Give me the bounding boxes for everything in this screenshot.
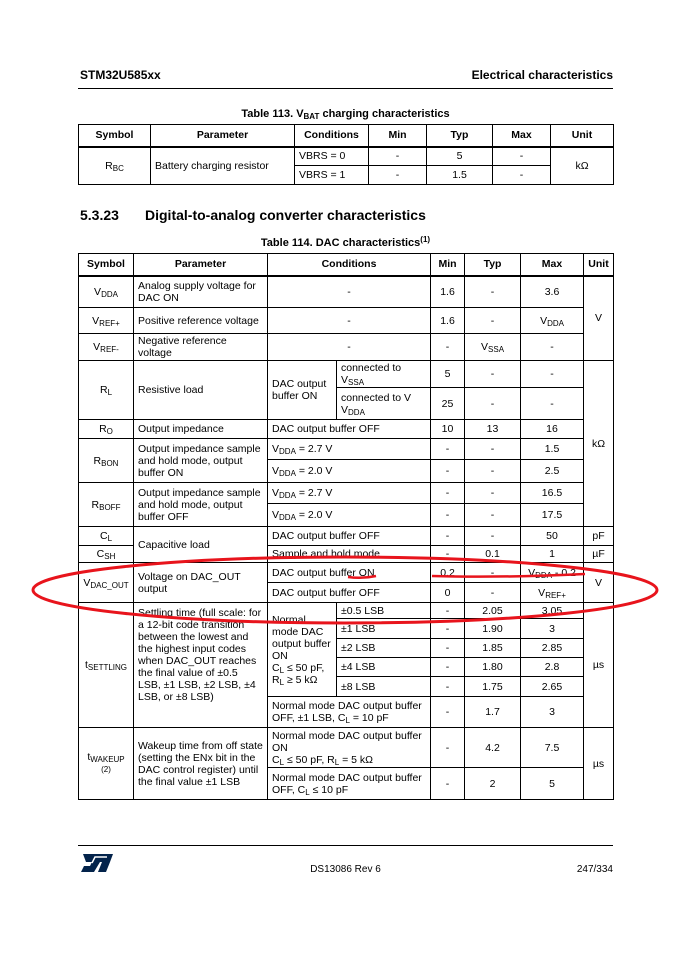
min-cell: - (431, 504, 465, 527)
th-symbol: Symbol (79, 254, 134, 276)
condition-cell: Sample and hold mode (268, 546, 431, 563)
unit-cell: V (584, 276, 614, 361)
typ-cell: - (465, 563, 521, 583)
symbol-cell: $t_{SETTLING}$ (79, 603, 134, 728)
footer-rule (78, 845, 613, 846)
table-header-row (79, 254, 614, 276)
th-symbol: Symbol (79, 125, 151, 147)
min-cell: - (431, 546, 465, 563)
max-cell: 3 (521, 697, 584, 728)
typ-cell: 1.75 (465, 677, 521, 697)
condition-cell: DAC output buffer OFF (268, 583, 431, 603)
min-cell: - (369, 147, 427, 166)
max-cell: $V_{DDA}$ (521, 308, 584, 334)
typ-cell: 0.1 (465, 546, 521, 563)
condition-cell: VBRS = 1 (295, 166, 369, 185)
symbol-cell: $R_O$ (79, 420, 134, 439)
table-row (79, 334, 614, 361)
min-cell: - (431, 527, 465, 546)
parameter-cell: Capacitive load (134, 527, 268, 563)
th-unit: Unit (584, 254, 614, 276)
table-row (79, 728, 614, 768)
table-113-caption: Table 113. $V_{BAT}$ charging characteristics (241, 108, 450, 121)
max-cell: - (521, 388, 584, 420)
max-cell: 2.8 (521, 658, 584, 677)
symbol-cell: $V_{DDA}$ (79, 276, 134, 308)
th-min: Min (369, 125, 427, 147)
min-cell: - (369, 166, 427, 185)
min-cell: 1.6 (431, 308, 465, 334)
typ-cell: - (465, 483, 521, 504)
min-cell: - (431, 439, 465, 460)
parameter-cell: Analog supply voltage for DAC ON (134, 276, 268, 308)
typ-cell: 5 (427, 147, 493, 166)
typ-cell: 1.5 (427, 166, 493, 185)
min-cell: - (431, 619, 465, 639)
min-cell: - (431, 658, 465, 677)
parameter-cell: Voltage on DAC_OUT output (134, 563, 268, 603)
max-cell: - (521, 334, 584, 361)
section-title: Digital-to-analog converter characteristics (145, 207, 426, 223)
unit-cell: pF (584, 527, 614, 546)
page-number: 247/334 (576, 864, 613, 875)
condition-cell: - (268, 308, 431, 334)
max-cell: 1.5 (521, 439, 584, 460)
max-cell: 50 (521, 527, 584, 546)
symbol-cell: $V_{DAC\_OUT}$ (79, 563, 134, 603)
condition-cell: DAC output buffer ON (268, 563, 431, 583)
section-number: 5.3.23 (80, 207, 119, 223)
table-header-row (79, 125, 614, 147)
min-cell: - (431, 728, 465, 768)
max-cell: 2.65 (521, 677, 584, 697)
min-cell: - (431, 639, 465, 658)
condition-cell: - (268, 334, 431, 361)
condition-cell: Normal mode DAC output buffer OFF, ±1 LSB, $C_L = 10$ pF (268, 697, 431, 728)
condition-cell: DAC output buffer ON (268, 361, 337, 420)
table-row (79, 276, 614, 308)
max-cell: $V_{REF+}$ (521, 583, 584, 603)
table-row (79, 603, 614, 619)
th-conditions: Conditions (268, 254, 431, 276)
min-cell: - (431, 460, 465, 483)
th-min: Min (431, 254, 465, 276)
typ-cell: 1.85 (465, 639, 521, 658)
symbol-cell: $C_{SH}$ (79, 546, 134, 563)
condition-cell: VBRS = 0 (295, 147, 369, 166)
th-conditions: Conditions (295, 125, 369, 147)
section-header: Electrical characteristics (471, 68, 613, 82)
subcondition-cell: ±0.5 LSB (337, 603, 431, 619)
table-row (79, 483, 614, 504)
typ-cell: 1.80 (465, 658, 521, 677)
subcondition-cell: ±2 LSB (337, 639, 431, 658)
subcondition-cell: connected to $V_{SSA}$ (337, 361, 431, 388)
condition-cell: Normal mode DAC output buffer ON $C_L \le 50$ pF, $R_L = 5$ kΩ (268, 728, 431, 768)
symbol-cell: $R_{BC}$ (79, 147, 151, 185)
symbol-cell: $t_{WAKEUP}$ (2) (79, 728, 134, 800)
table-row (79, 527, 614, 546)
typ-cell: - (465, 504, 521, 527)
unit-cell: kΩ (584, 361, 614, 527)
condition-cell: $V_{DDA} = 2.0$ V (268, 504, 431, 527)
min-cell: 5 (431, 361, 465, 388)
section-heading (80, 207, 426, 223)
max-cell: 5 (521, 768, 584, 800)
parameter-cell: Output impedance sample and hold mode, output buffer ON (134, 439, 268, 483)
table-113 (78, 124, 614, 185)
parameter-cell: Positive reference voltage (134, 308, 268, 334)
condition-cell: Normal mode DAC output buffer OFF, $C_L \le 10$ pF (268, 768, 431, 800)
min-cell: 25 (431, 388, 465, 420)
parameter-cell: Resistive load (134, 361, 268, 420)
condition-cell: - (268, 276, 431, 308)
max-cell: 2.85 (521, 639, 584, 658)
typ-cell: 13 (465, 420, 521, 439)
parameter-cell: Output impedance (134, 420, 268, 439)
subcondition-cell: connected to V $V_{DDA}$ (337, 388, 431, 420)
th-parameter: Parameter (134, 254, 268, 276)
table-row (79, 308, 614, 334)
table-row (79, 563, 614, 583)
parameter-cell: Output impedance sample and hold mode, output buffer OFF (134, 483, 268, 527)
doc-revision: DS13086 Rev 6 (310, 864, 381, 875)
condition-cell: DAC output buffer OFF (268, 527, 431, 546)
subcondition-cell: ±4 LSB (337, 658, 431, 677)
typ-cell: - (465, 460, 521, 483)
min-cell: 1.6 (431, 276, 465, 308)
max-cell: 17.5 (521, 504, 584, 527)
symbol-cell: $R_{BON}$ (79, 439, 134, 483)
typ-cell: - (465, 527, 521, 546)
max-cell: 7.5 (521, 728, 584, 768)
symbol-cell: $V_{REF+}$ (79, 308, 134, 334)
th-parameter: Parameter (151, 125, 295, 147)
typ-cell: 4.2 (465, 728, 521, 768)
max-cell: 16.5 (521, 483, 584, 504)
max-cell: 3.05 (521, 603, 584, 619)
max-cell: $V_{DDA} - 0.2$ (521, 563, 584, 583)
condition-cell: $V_{DDA} = 2.7$ V (268, 483, 431, 504)
parameter-cell: Wakeup time from off state (setting the ENx bit in the DAC control register) until the final value ±1 LSB (134, 728, 268, 800)
max-cell: - (493, 166, 551, 185)
vdda-label: V (341, 403, 349, 416)
typ-cell: 1.7 (465, 697, 521, 728)
min-cell: - (431, 483, 465, 504)
parameter-cell: Negative reference voltage (134, 334, 268, 361)
symbol-cell: $C_L$ (79, 527, 134, 546)
typ-cell: $V_{SSA}$ (465, 334, 521, 361)
condition-cell: DAC output buffer OFF (268, 420, 431, 439)
min-cell: 10 (431, 420, 465, 439)
max-cell: 1 (521, 546, 584, 563)
condition-cell: $V_{DDA} = 2.0$ V (268, 460, 431, 483)
table-114-caption: Table 114. DAC characteristics$^{(1)}$ (260, 235, 431, 249)
typ-cell: - (465, 308, 521, 334)
table-114 (78, 253, 614, 800)
typ-cell: 1.90 (465, 619, 521, 639)
table-row (79, 361, 614, 388)
min-cell: 0.2 (431, 563, 465, 583)
table-row (79, 147, 614, 166)
th-typ: Typ (427, 125, 493, 147)
condition-cell: $V_{DDA} = 2.7$ V (268, 439, 431, 460)
subcondition-cell: ±8 LSB (337, 677, 431, 697)
max-cell: - (521, 361, 584, 388)
unit-cell: µF (584, 546, 614, 563)
th-typ: Typ (465, 254, 521, 276)
typ-cell: - (465, 276, 521, 308)
symbol-cell: $R_L$ (79, 361, 134, 420)
typ-cell: 2 (465, 768, 521, 800)
min-cell: 0 (431, 583, 465, 603)
th-unit: Unit (551, 125, 614, 147)
subcondition-cell: ±1 LSB (337, 619, 431, 639)
condition-cell: Normal mode DAC output buffer ON $C_L \le 50$ pF, $R_L \ge 5$ kΩ (268, 603, 337, 697)
typ-cell: - (465, 439, 521, 460)
symbol-cell: $V_{REF-}$ (79, 334, 134, 361)
typ-cell: - (465, 361, 521, 388)
table-row (79, 420, 614, 439)
symbol-cell: $R_{BOFF}$ (79, 483, 134, 527)
unit-cell: kΩ (551, 147, 614, 185)
th-max: Max (521, 254, 584, 276)
unit-cell: V (584, 563, 614, 603)
min-cell: - (431, 697, 465, 728)
header-rule (78, 88, 613, 89)
parameter-cell: Settling time (full scale: for a 12-bit code transition between the lowest and the highest input codes when DAC_OUT reaches the final value of ±0.5 LSB, ±1 LSB, ±2 LSB, ±4 LSB, or ±8 LSB) (134, 603, 268, 728)
max-cell: 2.5 (521, 460, 584, 483)
unit-cell: µs (584, 728, 614, 800)
min-cell: - (431, 334, 465, 361)
doc-title: STM32U585xx (80, 68, 161, 82)
max-cell: - (493, 147, 551, 166)
unit-cell: µs (584, 603, 614, 728)
table-row (79, 439, 614, 460)
th-max: Max (493, 125, 551, 147)
parameter-cell: Battery charging resistor (151, 147, 295, 185)
typ-cell: 2.05 (465, 603, 521, 619)
min-cell: - (431, 768, 465, 800)
max-cell: 3.6 (521, 276, 584, 308)
max-cell: 3 (521, 619, 584, 639)
max-cell: 16 (521, 420, 584, 439)
min-cell: - (431, 603, 465, 619)
min-cell: - (431, 677, 465, 697)
typ-cell: - (465, 388, 521, 420)
typ-cell: - (465, 583, 521, 603)
